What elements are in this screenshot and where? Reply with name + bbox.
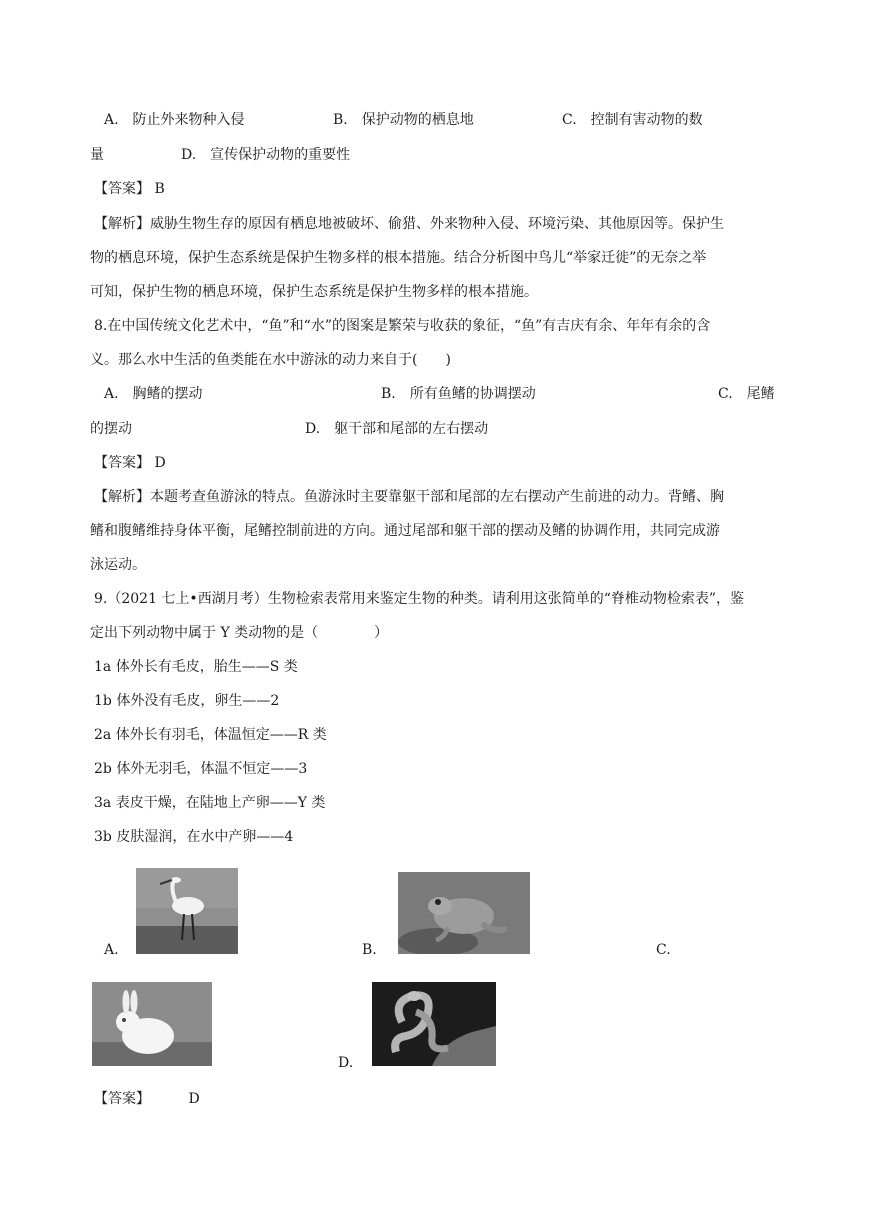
q7-analysis-line-1	[94, 214, 724, 234]
q9-option-c-label: C.	[656, 942, 671, 958]
q8-analysis-line-2: 鳍和腹鳍维持身体平衡，尾鳍控制前进的方向。通过尾部和躯干部的摆动及鳍的协调作用，共同完成游	[90, 523, 720, 539]
q7-option-c-continued: 量	[90, 147, 104, 163]
frog-photo	[398, 872, 530, 954]
q7-option-b: B. 保护动物的栖息地	[333, 112, 474, 128]
answer-value: B	[154, 181, 165, 197]
q8-option-d: D. 躯干部和尾部的左右摆动	[305, 421, 489, 437]
answer-label: 【答案】	[94, 455, 150, 471]
q8-analysis-line-1	[94, 487, 724, 507]
key-line-1a: 1a 体外长有毛皮，胎生——S 类	[94, 659, 298, 675]
answer-label: 【答案】	[94, 181, 150, 197]
snake-photo	[372, 982, 496, 1066]
analysis-label: 【解析】	[94, 216, 150, 232]
q9-stem-line-2: 定出下列动物中属于 Y 类动物的是（ ）	[90, 625, 389, 641]
q7-option-d: D. 宣传保护动物的重要性	[181, 147, 351, 163]
q9-option-d-label: D.	[338, 1055, 354, 1071]
q9-option-b-label: B.	[362, 942, 377, 958]
key-line-2b: 2b 体外无羽毛，体温不恒定——3	[94, 761, 308, 777]
rabbit-photo	[92, 982, 212, 1066]
answer-label: 【答案】	[94, 1091, 150, 1107]
analysis-text: 威胁生物生存的原因有栖息地被破坏、偷猎、外来物种入侵、环境污染、其他原因等。保护生	[150, 216, 724, 232]
egret-photo	[136, 868, 238, 954]
q8-option-b: B. 所有鱼鳍的协调摆动	[381, 386, 536, 402]
q8-option-c-continued: 的摆动	[90, 421, 132, 437]
key-line-3a: 3a 表皮干燥，在陆地上产卵——Y 类	[94, 795, 326, 811]
q8-option-c: C. 尾鳍	[718, 386, 775, 402]
q8-stem-line-1: 8.在中国传统文化艺术中，“鱼”和“水”的图案是繁荣与收获的象征，“鱼”有吉庆有余、年年有余的含	[94, 318, 711, 334]
q9-answer	[94, 1089, 200, 1109]
q7-analysis-line-2: 物的栖息环境，保护生态系统是保护生物多样的根本措施。结合分析图中鸟儿“举家迁徙”的无奈之举	[90, 250, 707, 266]
q8-stem-line-2: 义。那么水中生活的鱼类能在水中游泳的动力来自于( )	[90, 352, 451, 368]
q7-answer	[94, 179, 165, 199]
q8-answer	[94, 453, 166, 473]
key-line-1b: 1b 体外没有毛皮，卵生——2	[94, 693, 280, 709]
key-line-2a: 2a 体外长有羽毛，体温恒定——R 类	[94, 727, 327, 743]
q8-option-a: A. 胸鳍的摆动	[104, 386, 203, 402]
q7-option-a: A. 防止外来物种入侵	[104, 112, 245, 128]
key-line-3b: 3b 皮肤湿润，在水中产卵——4	[94, 829, 294, 845]
answer-value: D	[154, 455, 166, 471]
q7-option-c: C. 控制有害动物的数	[562, 112, 703, 128]
q9-option-a-label: A.	[104, 942, 119, 958]
q7-analysis-line-3: 可知，保护生物的栖息环境，保护生态系统是保护生物多样的根本措施。	[90, 284, 538, 300]
q9-stem-line-1: 9.（2021 七上•西湖月考）生物检索表常用来鉴定生物的种类。请利用这张简单的“脊椎动物检索表”，鉴	[94, 591, 745, 607]
q8-analysis-line-3: 泳运动。	[90, 557, 146, 573]
answer-value: D	[188, 1091, 200, 1107]
analysis-text: 本题考查鱼游泳的特点。鱼游泳时主要靠躯干部和尾部的左右摆动产生前进的动力。背鳍、胸	[150, 489, 724, 505]
analysis-label: 【解析】	[94, 489, 150, 505]
